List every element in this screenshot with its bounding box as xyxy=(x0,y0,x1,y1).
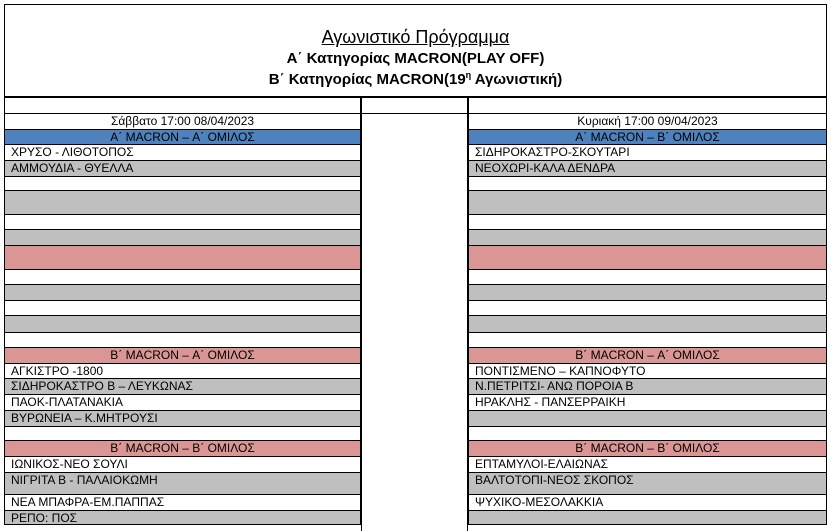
empty-row xyxy=(469,427,826,441)
match-row: ΣΙΔΗΡΟΚΑΣΤΡΟ Β – ΛΕΥΚΩΝΑΣ xyxy=(5,379,360,395)
category-b-line: Β΄ Κατηγορίας $MACRON(19^\eta$ Αγωνιστική) xyxy=(268,70,563,88)
empty-row xyxy=(469,270,826,285)
empty-row xyxy=(5,270,360,285)
spacer-left xyxy=(4,97,361,114)
section-b2-header: Β΄ MACRON – Β΄ ΟΜΙΛΟΣ xyxy=(5,441,360,457)
empty-row xyxy=(5,316,360,333)
match-row: ΧΡΥΣΟ - ΛΙΘΟΤΟΠΟΣ xyxy=(5,145,360,161)
empty-row xyxy=(469,301,826,316)
spacer-middle xyxy=(361,97,468,114)
match-row: ΝΕΑ ΜΠΑΦΡΑ-ΕΜ.ΠΑΠΠΑΣ xyxy=(5,495,360,511)
section-b2-header: Β΄ MACRON – Β΄ ΟΜΙΛΟΣ xyxy=(469,441,826,457)
match-row xyxy=(469,411,826,427)
sunday-date: Κυριακή 17:00 09/04/2023 xyxy=(469,114,826,130)
empty-row xyxy=(5,285,360,301)
empty-row xyxy=(469,285,826,301)
match-row: ΗΡΑΚΛΗΣ - ΠΑΝΣΕΡΡΑΙΚΗ xyxy=(469,395,826,411)
empty-row xyxy=(5,177,360,191)
match-row: ΙΩΝΙΚΟΣ-ΝΕΟ ΣΟΥΛΙ xyxy=(5,457,360,473)
match-row: ΒΑΛΤΟΤΟΠΙ-ΝΕΟΣ ΣΚΟΠΟΣ xyxy=(469,473,826,495)
match-row: Ν.ΠΕΤΡΙΤΣΙ- ΑΝΩ ΠΟΡΟΙΑ Β xyxy=(469,379,826,395)
match-row: ΒΥΡΩΝΕΙΑ – Κ.ΜΗΤΡΟΥΣΙ xyxy=(5,411,360,427)
empty-row xyxy=(5,191,360,215)
match-row: ΡΕΠΟ: ΠΟΣ xyxy=(5,511,360,525)
empty-row xyxy=(469,230,826,246)
empty-row xyxy=(469,333,826,348)
empty-row xyxy=(5,215,360,230)
match-row: ΑΜΜΟΥΔΙΑ - ΘΥΕΛΛΑ xyxy=(5,161,360,177)
match-row: ΑΓΚΙΣΤΡΟ -1800 xyxy=(5,364,360,379)
empty-row xyxy=(5,427,360,441)
match-row: ΕΠΤΑΜΥΛΟΙ-ΕΛΑΙΩΝΑΣ xyxy=(469,457,826,473)
match-row: ΨΥΧΙΚΟ-ΜΕΣΟΛΑΚΚΙΑ xyxy=(469,495,826,511)
section-b1-header: Β΄ MACRON – Α΄ ΟΜΙΛΟΣ xyxy=(5,348,360,364)
spacer-right xyxy=(468,97,827,114)
match-row: ΠΟΝΤΙΣΜΕΝΟ – ΚΑΠΝΟΦΥΤΟ xyxy=(469,364,826,379)
section-a-header: Α΄ MACRON – Α΄ ΟΜΙΛΟΣ xyxy=(5,130,360,145)
empty-row xyxy=(469,215,826,230)
empty-row xyxy=(469,191,826,215)
match-row xyxy=(469,511,826,525)
section-b1-header: Β΄ MACRON – Α΄ ΟΜΙΛΟΣ xyxy=(469,348,826,364)
empty-row xyxy=(469,316,826,333)
saturday-date: Σάββατο 17:00 08/04/2023 xyxy=(5,114,360,130)
category-a-line: Α΄ Κατηγορίας MACRON(PLAY OFF) xyxy=(286,50,545,67)
match-row: ΠΑΟΚ-ΠΛΑΤΑΝΑΚΙΑ xyxy=(5,395,360,411)
schedule-header xyxy=(4,4,827,97)
match-row: ΝΕΟΧΩΡΙ-ΚΑΛΑ ΔΕΝΔΡΑ xyxy=(469,161,826,177)
match-row: ΣΙΔΗΡΟΚΑΣΤΡΟ-ΣΚΟΥΤΑΡΙ xyxy=(469,145,826,161)
empty-row xyxy=(469,246,826,270)
saturday-column xyxy=(4,114,361,525)
sunday-column xyxy=(468,114,827,525)
empty-row xyxy=(5,333,360,348)
empty-row xyxy=(469,177,826,191)
empty-row xyxy=(5,230,360,246)
section-a-header: Α΄ MACRON – Β΄ ΟΜΙΛΟΣ xyxy=(469,130,826,145)
match-row: ΝΙΓΡΙΤΑ Β - ΠΑΛΑΙΟΚΩΜΗ xyxy=(5,473,360,495)
middle-gap-column xyxy=(361,114,468,531)
schedule-title: Αγωνιστικό Πρόγραμμα xyxy=(321,27,510,47)
empty-row xyxy=(5,246,360,270)
empty-row xyxy=(5,301,360,316)
